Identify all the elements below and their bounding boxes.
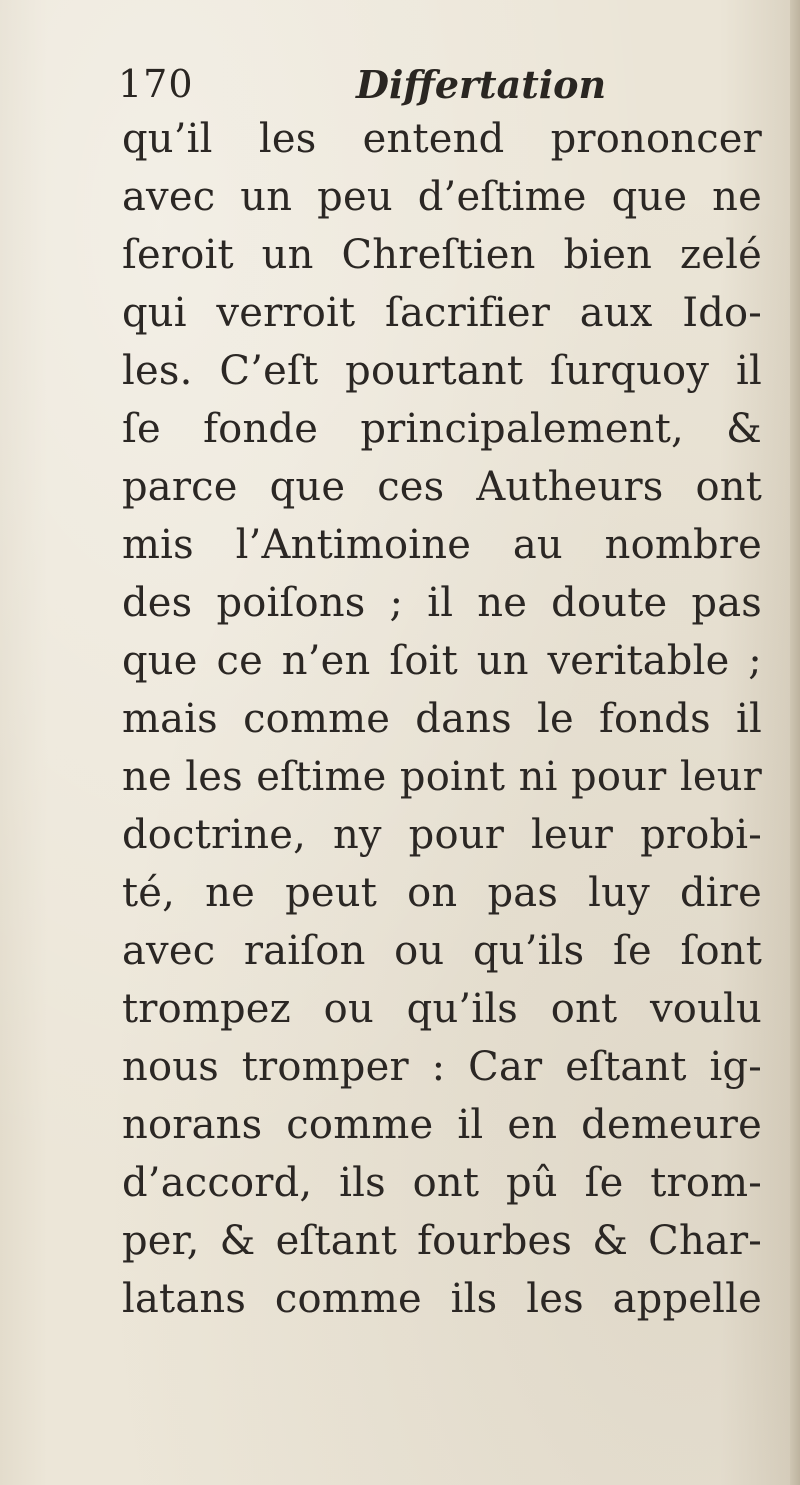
page-edge xyxy=(790,0,800,1485)
text-line: ſeroit un Chreſtien bien zelé xyxy=(122,232,762,278)
text-line: ſe fonde principalement, & xyxy=(122,406,762,452)
text-line: des poiſons ; il ne doute pas xyxy=(122,580,762,626)
running-title: Differtation xyxy=(356,62,607,107)
text-line: les. C’eſt pourtant ſurquoy il xyxy=(122,348,762,394)
text-line: qui verroit ſacrifier aux Ido- xyxy=(122,290,762,336)
text-line: doctrine, ny pour leur probi- xyxy=(122,812,762,858)
text-line: mais comme dans le fonds il xyxy=(122,696,762,742)
text-line: parce que ces Autheurs ont xyxy=(122,464,762,510)
body-text xyxy=(122,110,762,1328)
text-line: que ce n’en ſoit un veritable ; xyxy=(122,638,762,684)
text-line: trompez ou qu’ils ont voulu xyxy=(122,986,762,1032)
text-line: latans comme ils les appelle xyxy=(122,1276,762,1322)
text-line: avec un peu d’eſtime que ne xyxy=(122,174,762,220)
text-line: per, & eſtant fourbes & Char- xyxy=(122,1218,762,1264)
text-line: d’accord, ils ont pû ſe trom- xyxy=(122,1160,762,1206)
text-line: norans comme il en demeure xyxy=(122,1102,762,1148)
text-line: té, ne peut on pas luy dire xyxy=(122,870,762,916)
text-line: nous tromper : Car eſtant ig- xyxy=(122,1044,762,1090)
page-header xyxy=(118,62,718,112)
text-line: qu’il les entend prononcer xyxy=(122,116,762,162)
text-line: ne les eſtime point ni pour leur xyxy=(122,754,762,800)
text-line: mis l’Antimoine au nombre xyxy=(122,522,762,568)
text-line: avec raiſon ou qu’ils ſe ſont xyxy=(122,928,762,974)
page-number: 170 xyxy=(118,62,194,106)
